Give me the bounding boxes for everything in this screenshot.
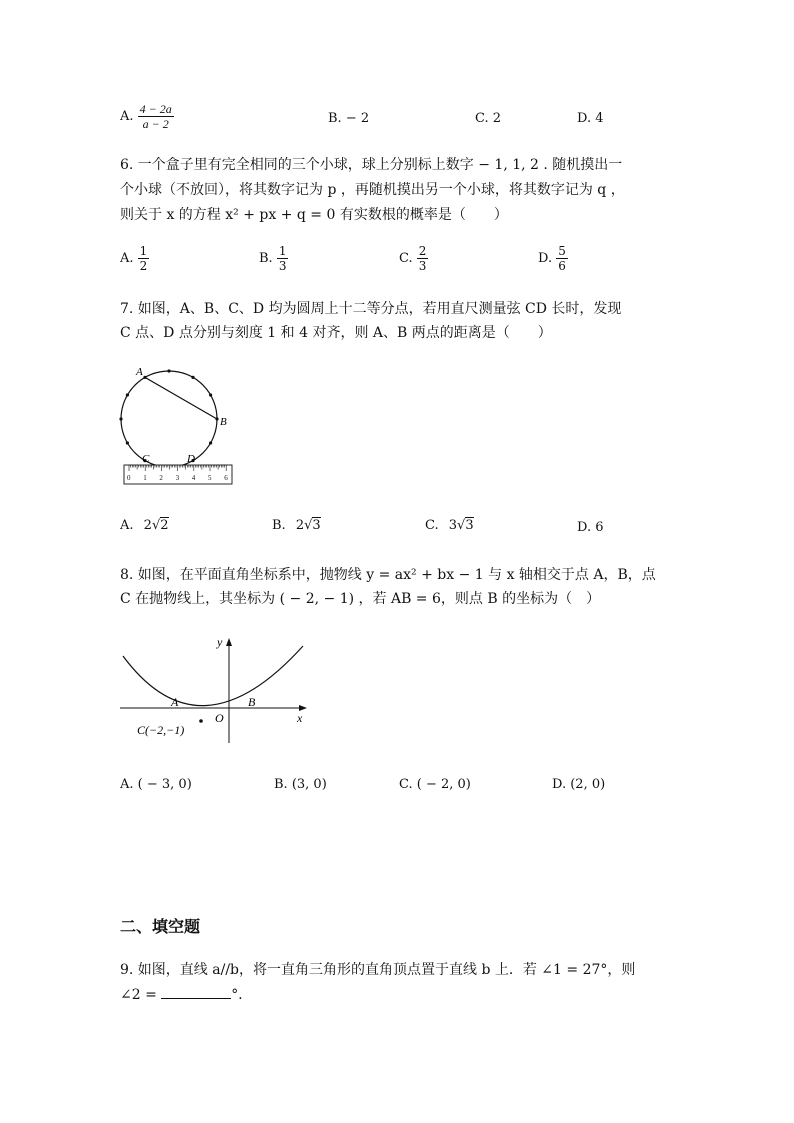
q7-label-a: A [136, 366, 143, 378]
q7-circle-figure [112, 362, 242, 488]
q7-option-a-label: A. [120, 518, 134, 533]
q7-ruler [124, 465, 232, 484]
q7-option-c-radical [449, 518, 474, 533]
q6-option-b-fraction [277, 244, 289, 273]
q7-label-c: C [142, 453, 150, 465]
q5-option-a [120, 102, 174, 131]
q5-a-denominator: a − 2 [142, 117, 169, 131]
q7-chord-ab [145, 377, 217, 419]
q5-option-d: D. 4 [577, 111, 604, 126]
q8-label-a: A [171, 695, 179, 709]
q6-option-c-label: C. [399, 251, 413, 266]
sqrt-icon: √ [151, 518, 161, 533]
q6-option-d-fraction [556, 244, 568, 273]
q6-text-line2: 个小球（不放回），将其数字记为 p ，再随机摸出另一个小球，将其数字记为 q ， [120, 182, 625, 198]
q6-b-denominator: 3 [278, 259, 287, 273]
q8-option-b: B. (3, 0) [274, 777, 327, 792]
q9-text-line2 [120, 984, 252, 1006]
q7-b-radicand: 3 [312, 518, 321, 533]
q6-text-line1: 6. 一个盒子里有完全相同的三个小球，球上分别标上数字 − 1, 1, 2 . 随机摸出一 [120, 157, 623, 173]
q8-option-a: A. ( − 3, 0) [120, 777, 192, 792]
q8-text-line2: C 在抛物线上，其坐标为 ( − 2, − 1) ，若 AB = 6，则点 B 的坐标为（ ） [120, 591, 601, 607]
q7-option-d: D. 6 [577, 520, 604, 535]
q6-option-a [120, 244, 149, 273]
q7-option-a [120, 518, 169, 533]
q8-point-c [199, 719, 203, 723]
q8-label-c: C(−2,−1) [137, 723, 185, 737]
q8-option-c: C. ( − 2, 0) [399, 777, 471, 792]
q7-division-points [119, 369, 218, 468]
q6-option-a-fraction [138, 244, 150, 273]
q6-a-denominator: 2 [139, 259, 148, 273]
q7-option-b-radical [296, 518, 321, 533]
sqrt-icon: √ [304, 518, 313, 533]
q7-c-coefficient: 3 [448, 518, 458, 533]
q6-option-c-fraction [417, 244, 429, 273]
q7-option-a-radical [144, 518, 169, 533]
q7-option-b [272, 518, 321, 533]
q9-text-line1: 9. 如图，直线 a//b，将一直角三角形的直角顶点置于直线 b 上．若 ∠1 = 27°，则 [120, 962, 636, 978]
q9-degree-suffix: °． [231, 987, 253, 1003]
q6-option-d-label: D. [538, 251, 553, 266]
q6-option-c [399, 244, 428, 273]
y-axis-arrow-icon [226, 638, 232, 646]
q8-label-b: B [248, 695, 256, 709]
q6-d-numerator: 5 [558, 244, 566, 258]
q8-parabola-figure [115, 630, 315, 745]
q9-answer-blank[interactable] [161, 984, 231, 999]
q8-label-o: O [215, 711, 224, 725]
q6-b-numerator: 1 [278, 244, 287, 258]
q6-text-line3: 则关于 x 的方程 x² + px + q = 0 有实数根的概率是（ ） [120, 207, 508, 223]
q7-label-d: D [187, 453, 195, 465]
q8-label-x: x [297, 711, 303, 725]
ruler-label: 4 [191, 474, 196, 482]
q5-option-a-fraction [138, 102, 174, 131]
q8-parabola [123, 646, 303, 706]
q8-text-line1: 8. 如图，在平面直角坐标系中，抛物线 y = ax² + bx − 1 与 x 轴相交于点 A，B，点 [120, 567, 656, 583]
ruler-label: 0 [127, 474, 131, 482]
q5-option-a-label: A. [120, 109, 134, 124]
q5-option-c: C. 2 [475, 111, 502, 126]
q7-b-coefficient: 2 [295, 518, 305, 533]
q7-c-radicand: 3 [465, 518, 474, 533]
q6-option-b-label: B. [259, 251, 273, 266]
q6-option-b [259, 244, 288, 273]
q5-a-numerator: 4 − 2a [139, 102, 172, 116]
q6-c-denominator: 3 [418, 259, 427, 273]
q9-angle-prefix: ∠2 = [120, 987, 162, 1003]
q7-a-radicand: 2 [160, 518, 169, 533]
sqrt-icon: √ [457, 518, 466, 533]
ruler-label: 6 [224, 474, 228, 482]
ruler-label: 1 [143, 474, 147, 482]
ruler-label: 3 [175, 474, 180, 482]
q5-option-b: B. − 2 [328, 111, 370, 126]
q7-option-c [425, 518, 474, 533]
q7-option-b-label: B. [272, 518, 286, 533]
q8-label-y: y [217, 635, 223, 649]
ruler-label: 2 [159, 474, 163, 482]
q7-text-line1: 7. 如图，A、B、C、D 均为圆周上十二等分点，若用直尺测量弦 CD 长时，发现 [120, 301, 622, 317]
q7-label-b: B [220, 416, 227, 428]
q6-d-denominator: 6 [558, 259, 566, 273]
q6-option-d [538, 244, 568, 273]
q6-option-a-label: A. [120, 251, 134, 266]
ruler-label: 5 [208, 474, 212, 482]
section-title: 二、填空题 [120, 917, 201, 936]
q7-option-c-label: C. [425, 518, 439, 533]
q7-text-line2: C 点、D 点分别与刻度 1 和 4 对齐，则 A、B 两点的距离是（ ） [120, 325, 552, 341]
q6-a-numerator: 1 [139, 244, 148, 258]
q6-c-numerator: 2 [418, 244, 427, 258]
q8-option-d: D. (2, 0) [552, 777, 606, 792]
q7-circle [121, 371, 217, 467]
q7-a-coefficient: 2 [143, 518, 152, 533]
